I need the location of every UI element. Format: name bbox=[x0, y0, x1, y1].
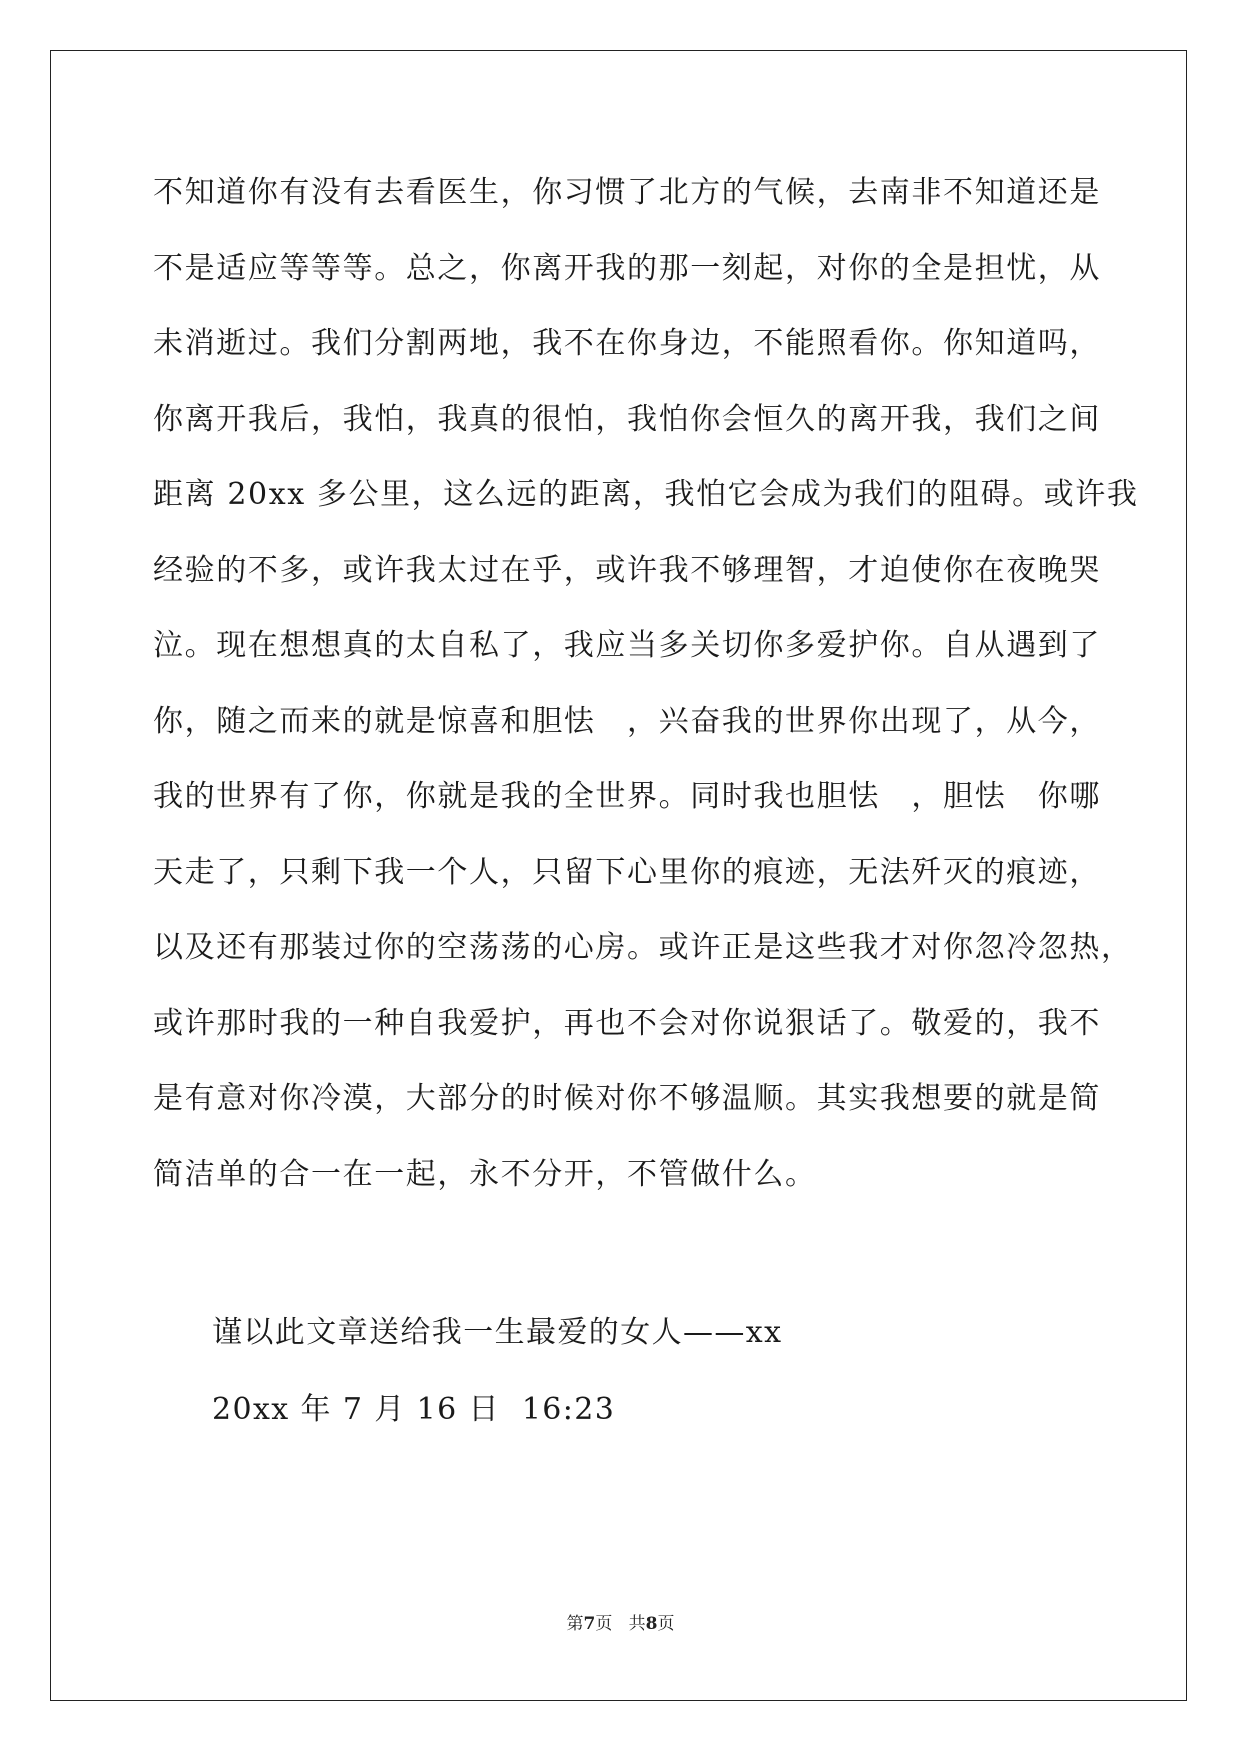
text-line: 以及还有那装过你的空荡荡的心房。或许正是这些我才对你忽冷忽热， bbox=[153, 930, 1133, 965]
text-line: 简洁单的合一在一起，永不分开，不管做什么。 bbox=[153, 1156, 817, 1192]
text-line: 是有意对你冷漠，大部分的时候对你不够温顺。其实我想要的就是简 bbox=[153, 1081, 1101, 1116]
text-line: 不知道你有没有去看医生，你习惯了北方的气候，去南非不知道还是 bbox=[153, 175, 1101, 210]
page-number-footer bbox=[0, 1612, 1241, 1636]
text-line: 或许那时我的一种自我爱护，再也不会对你说狠话了。敬爱的，我不 bbox=[153, 1005, 1101, 1041]
text-line: 我的世界有了你，你就是我的全世界。同时我也胆怯 ，胆怯 你哪 bbox=[153, 779, 1101, 814]
footer-suffix: 页 bbox=[657, 1614, 675, 1634]
current-page-number: 7 bbox=[583, 1614, 596, 1634]
letter-body bbox=[153, 163, 1139, 1220]
text-line: 你离开我后，我怕，我真的很怕，我怕你会恒久的离开我，我们之间 bbox=[153, 401, 1101, 437]
date-line: 20xx 年 7 月 16 日 16:23 bbox=[212, 1392, 616, 1427]
text-line: 未消逝过。我们分割两地，我不在你身边，不能照看你。你知道吗， bbox=[153, 326, 1101, 361]
total-page-number: 8 bbox=[645, 1614, 658, 1634]
dedication-line: 谨以此文章送给我一生最爱的女人——xx bbox=[212, 1315, 783, 1350]
text-line: 天走了，只剩下我一个人，只留下心里你的痕迹，无法歼灭的痕迹， bbox=[153, 854, 1101, 890]
footer-middle: 页 共 bbox=[595, 1614, 646, 1634]
text-line: 距离 20xx 多公里，这么远的距离，我怕它会成为我们的阻碍。或许我 bbox=[153, 477, 1139, 512]
footer-prefix: 第 bbox=[566, 1614, 584, 1634]
text-line: 泣。现在想想真的太自私了，我应当多关切你多爱护你。自从遇到了 bbox=[153, 628, 1101, 663]
text-line: 你，随之而来的就是惊喜和胆怯 ，兴奋我的世界你出现了，从今， bbox=[153, 703, 1101, 739]
text-line: 不是适应等等等。总之，你离开我的那一刻起，对你的全是担忧，从 bbox=[153, 250, 1101, 286]
text-line: 经验的不多，或许我太过在乎，或许我不够理智，才迫使你在夜晚哭 bbox=[153, 552, 1101, 588]
